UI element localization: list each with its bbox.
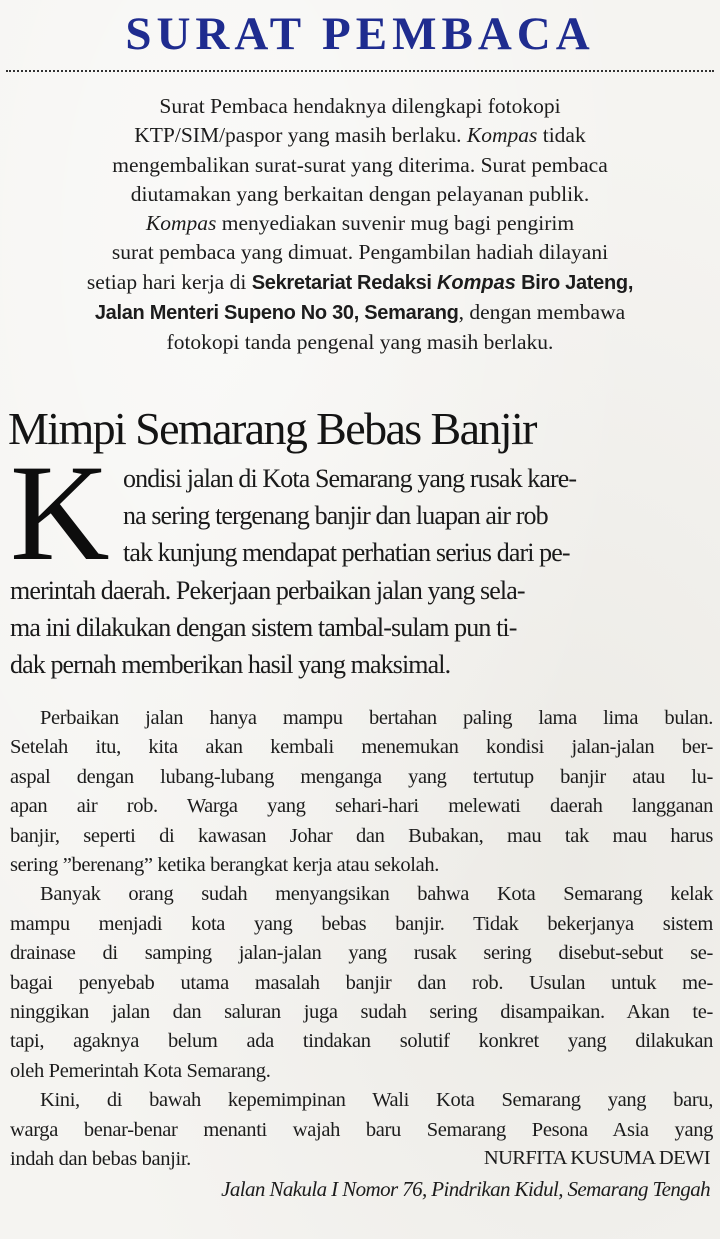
notice-text: , dengan membawa xyxy=(458,300,626,325)
body-line: warga benar-benar menanti wajah baru Semarang Pesona Asia yang xyxy=(10,1118,713,1141)
body-line: aspal dengan lubang-lubang menganga yang tertutup banjir atau lu- xyxy=(10,765,713,788)
drop-cap: K xyxy=(10,436,110,589)
dotted-divider xyxy=(6,70,714,72)
notice-text: Kompas xyxy=(466,123,538,148)
notice-text: Sekretariat Redaksi xyxy=(251,271,437,294)
body-line: banjir, seperti di kawasan Johar dan Bubakan, mau tak mau harus xyxy=(10,824,713,847)
notice-line xyxy=(20,209,700,238)
notice-text: surat pembaca yang dimuat. Pengambilan hadiah dilayani xyxy=(111,240,609,265)
body-line: ninggikan jalan dan saluran juga sudah sering disampaikan. Akan te- xyxy=(10,1001,713,1024)
lead-line: ondisi jalan di Kota Semarang yang rusak kare- xyxy=(123,464,577,493)
body-line: indah dan bebas banjir. xyxy=(10,1148,191,1171)
body-line: oleh Pemerintah Kota Semarang. xyxy=(10,1059,271,1082)
article-lead xyxy=(10,436,710,683)
lead-line: na sering tergenang banjir dan luapan air rob xyxy=(123,501,548,531)
notice-text: diutamakan yang berkaitan dengan pelayanan publik. xyxy=(130,181,590,206)
notice-text: Kompas xyxy=(145,211,217,236)
notice-text: KTP/SIM/paspor yang masih berlaku. xyxy=(134,123,467,148)
body-line: apan air rob. Warga yang sehari-hari melewati daerah langganan xyxy=(10,795,713,818)
notice-text: Biro Jateng, xyxy=(515,271,634,294)
lead-line: merintah daerah. Pekerjaan perbaikan jalan yang sela- xyxy=(10,575,525,605)
notice-text: Kompas xyxy=(436,271,516,294)
notice-text: setiap hari kerja di xyxy=(86,269,252,294)
notice-text: fotokopi tanda pengenal yang masih berlaku. xyxy=(166,330,554,355)
notice-text: Jalan Menteri Supeno No 30, Semarang xyxy=(94,302,459,325)
article-body xyxy=(10,704,713,1175)
body-line: drainase di samping jalan-jalan yang rusak sering disebut-sebut se- xyxy=(10,942,713,965)
notice-line xyxy=(20,328,700,357)
body-line: Banyak orang sudah menyangsikan bahwa Kota Semarang kelak xyxy=(40,883,713,906)
notice-text: mengembalikan surat-surat yang diterima. Surat pembaca xyxy=(112,152,608,177)
notice-text: menyediakan suvenir mug bagi pengirim xyxy=(216,211,575,236)
notice-line xyxy=(20,92,700,121)
body-line: sering ”berenang” ketika berangkat kerja atau sekolah. xyxy=(10,854,440,877)
notice-text: Surat Pembaca hendaknya dilengkapi fotokopi xyxy=(159,94,561,118)
lead-line: tak kunjung mendapat perhatian serius dari pe- xyxy=(123,538,570,568)
body-line: bagai penyebab utama masalah banjir dan rob. Usulan untuk me- xyxy=(10,971,713,994)
notice-text: tidak xyxy=(537,123,586,148)
article-headline: Mimpi Semarang Bebas Banjir xyxy=(8,403,536,454)
lead-line: ma ini dilakukan dengan sistem tambal-sulam pun ti- xyxy=(10,612,517,642)
notice-line xyxy=(20,121,700,150)
body-line: Kini, di bawah kepemimpinan Wali Kota Semarang yang baru, xyxy=(40,1089,713,1112)
body-line: Perbaikan jalan hanya mampu bertahan paling lama lima bulan. xyxy=(40,707,713,729)
notice-line xyxy=(20,180,700,209)
lead-line: dak pernah memberikan hasil yang maksimal. xyxy=(10,650,451,680)
notice-line xyxy=(20,238,700,267)
body-line: Setelah itu, kita akan kembali menemukan kondisi jalan-jalan ber- xyxy=(10,736,713,759)
notice-line xyxy=(20,151,700,180)
submission-notice xyxy=(20,92,700,358)
body-line: tapi, agaknya belum ada tindakan solutif konkret yang dilakukan xyxy=(10,1030,713,1053)
author-name: NURFITA KUSUMA DEWI xyxy=(483,1147,710,1169)
notice-line xyxy=(20,268,700,298)
author-address: Jalan Nakula I Nomor 76, Pindrikan Kidul, Semarang Tengah xyxy=(221,1177,710,1201)
section-masthead: SURAT PEMBACA xyxy=(125,8,595,60)
body-line: mampu menjadi kota yang bebas banjir. Tidak bekerjanya sistem xyxy=(10,912,713,935)
notice-line xyxy=(20,298,700,328)
